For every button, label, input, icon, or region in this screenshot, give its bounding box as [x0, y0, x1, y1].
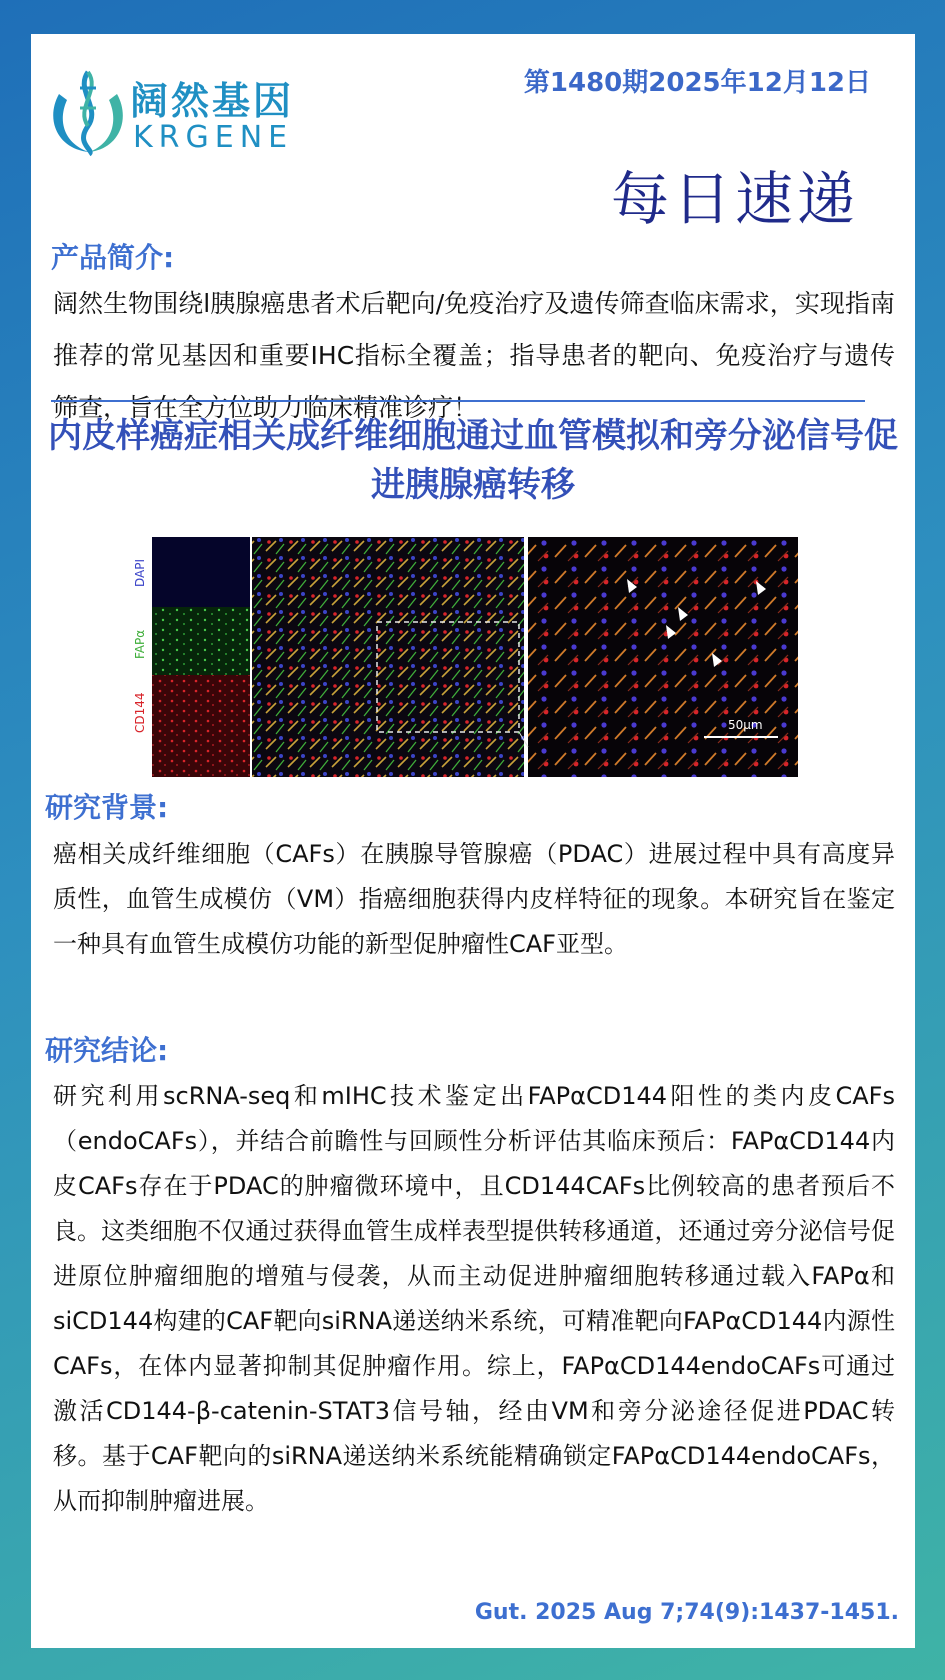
newsletter-card — [31, 34, 915, 1648]
intro-text: 阔然生物围绕l胰腺癌患者术后靶向/免疫治疗及遗传筛查临床需求，实现指南推荐的常见基因和重要IHC指标全覆盖；指导患者的靶向、免疫治疗与遗传筛查，旨在全方位助力临床精准诊疗！ — [53, 289, 895, 422]
label-fap: FAPα — [133, 629, 147, 659]
label-dapi: DAPI — [133, 558, 147, 587]
article-title: 内皮样癌症相关成纤维细胞通过血管模拟和旁分泌信号促进胰腺癌转移 — [48, 416, 898, 505]
logo-chinese-name: 阔然基因 — [130, 79, 295, 123]
section-divider — [51, 400, 865, 402]
brand-logo — [45, 64, 315, 160]
krgene-logo-icon — [45, 64, 131, 158]
label-cd144: CD144 — [133, 692, 147, 733]
issue-date: 第1480期2025年12月12日 — [523, 68, 871, 98]
conclusion-text: 研究利用scRNA-seq和mIHC技术鉴定出FAPαCD144阳性的类内皮CAFs（endoCAFs），并结合前瞻性与回顾性分析评估其临床预后：FAPαCD144内皮CAFs存在于PDAC的肿瘤微环境中，且CD144CAFs比例较高的患者预后不良。这类细胞不仅通过获得血管生成样表型提供转移通道，还通过旁分泌信号促进原位肿瘤细胞的增殖与侵袭，从而主动促进肿瘤细胞转移通过载入FAPα和siCD144构建的CAF靶向siRNA递送纳米系统，可精准靶向FAPαCD144内源性CAFs，在体内显著抑制其促肿瘤作用。综上，FAPαCD144endoCAFs可通过激活CD144-β-catenin-STAT3信号轴，经由VM和旁分泌途径促进PDAC转移。基于CAF靶向的siRNA递送纳米系统能精确锁定FAPαCD144endoCAFs，从而抑制肿瘤进展。 — [53, 1082, 895, 1515]
intro-heading: 产品简介: — [51, 241, 175, 274]
figure-panel — [132, 537, 818, 777]
background-text: 癌相关成纤维细胞（CAFs）在胰腺导管腺癌（PDAC）进展过程中具有高度异质性，血管生成模仿（VM）指癌细胞获得内皮样特征的现象。本研究旨在鉴定一种具有血管生成模仿功能的新型促肿瘤性CAF亚型。 — [53, 840, 895, 958]
citation: Gut. 2025 Aug 7;74(9):1437-1451. — [474, 1600, 899, 1625]
logo-english-name: KRGENE — [133, 120, 294, 155]
conclusion-heading: 研究结论: — [45, 1034, 169, 1067]
scale-bar-label: 50μm — [728, 718, 763, 732]
daily-banner: 每日速递 — [611, 165, 860, 233]
background-heading: 研究背景: — [45, 791, 169, 824]
fluorescence-image — [132, 537, 818, 777]
